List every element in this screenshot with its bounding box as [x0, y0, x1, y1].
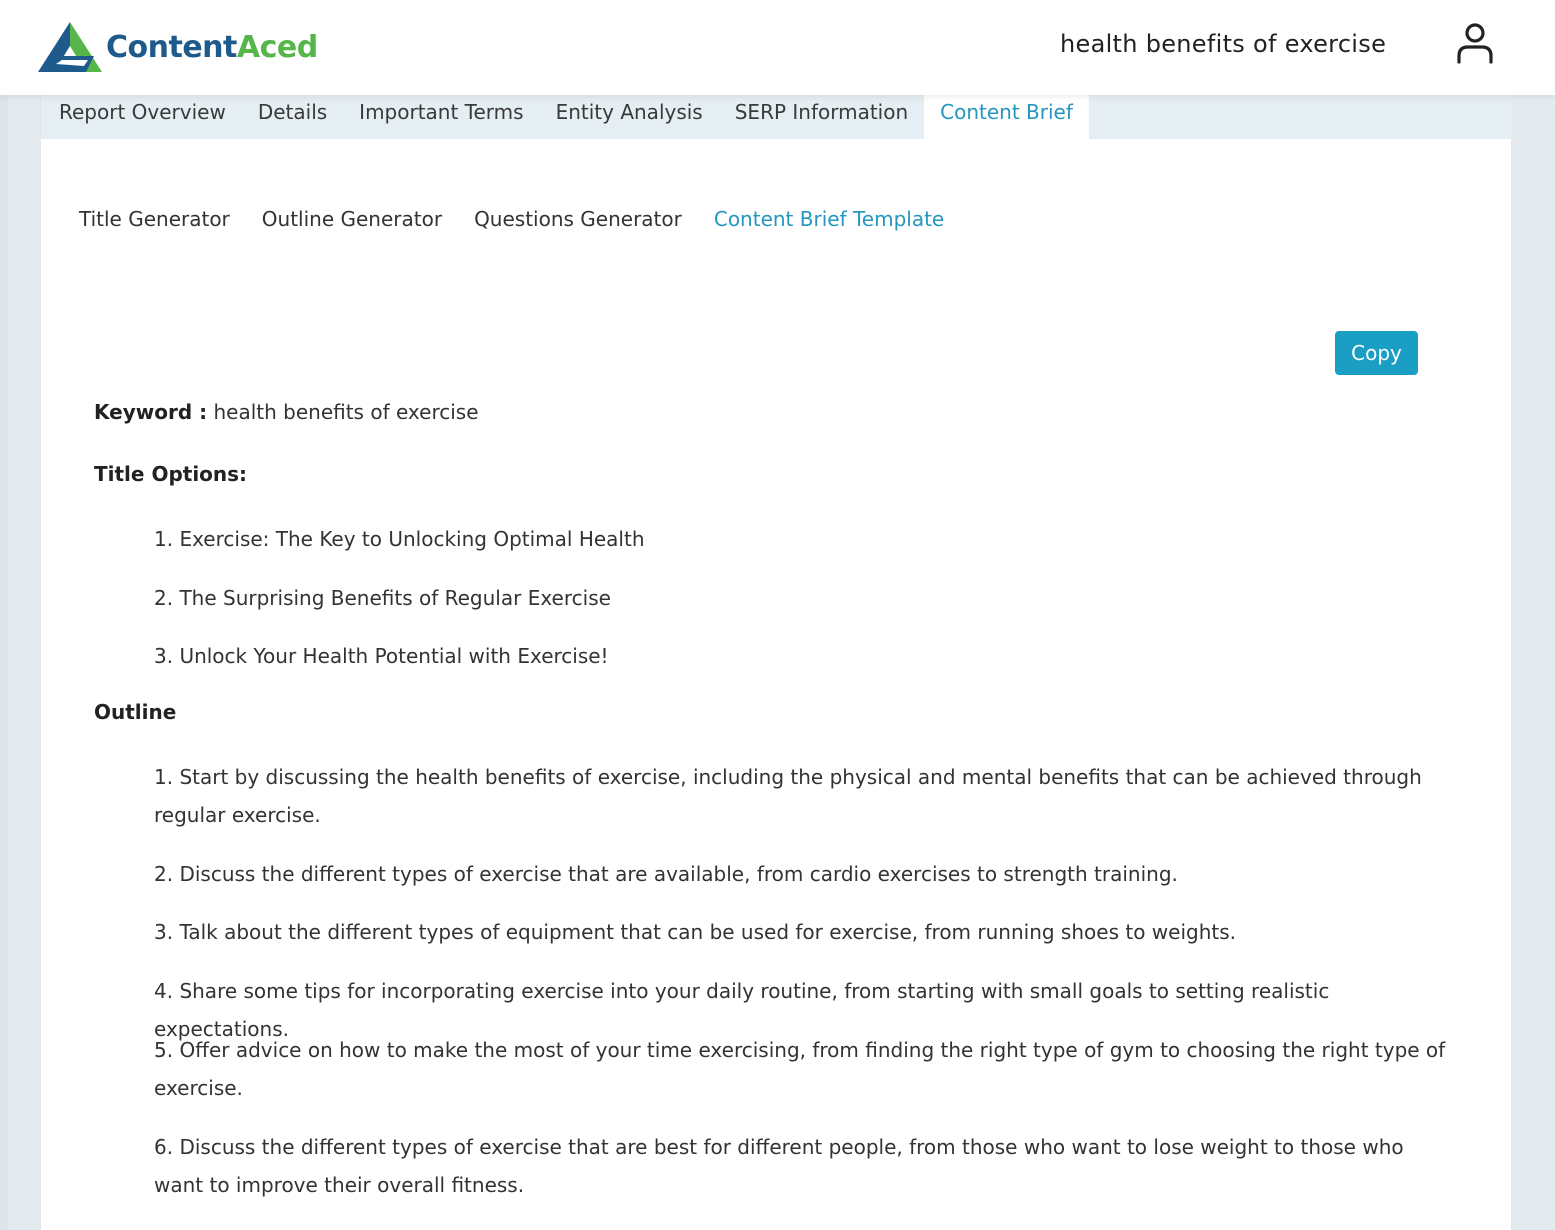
logo-mark-icon	[38, 20, 102, 74]
outline-item: 2. Discuss the different types of exercise that are available, from cardio exercises to strength training.	[154, 862, 1178, 886]
title-options-heading: Title Options:	[94, 462, 248, 486]
outline-item: 6. Discuss the different types of exercise that are best for different people, from those who want to lose weight to those who want to improve their overall fitness.	[154, 1135, 1404, 1197]
content-brief-subtabs	[79, 207, 944, 231]
outline-item: 3. Talk about the different types of equipment that can be used for exercise, from running shoes to weights.	[154, 920, 1236, 944]
contentaced-logo[interactable]	[38, 20, 318, 74]
main-tabs	[41, 95, 1513, 139]
tab-details[interactable]: Details	[257, 100, 328, 124]
tab-important-terms[interactable]: Important Terms	[359, 100, 524, 124]
tab-content-brief[interactable]: Content Brief	[924, 95, 1089, 139]
logo-wordmark: ContentAced	[106, 29, 318, 65]
outline-item: 4. Share some tips for incorporating exercise into your daily routine, from starting with small goals to setting realistic expectations.	[154, 979, 1330, 1041]
tab-report-overview[interactable]: Report Overview	[59, 100, 226, 124]
keyword-line	[94, 400, 479, 424]
keyword-label: Keyword :	[94, 400, 208, 424]
report-panel	[40, 95, 1512, 1230]
keyword-value: health benefits of exercise	[213, 400, 479, 424]
top-bar	[0, 0, 1555, 95]
title-option-item: 3. Unlock Your Health Potential with Exercise!	[154, 644, 609, 668]
copy-button[interactable]: Copy	[1335, 331, 1418, 375]
subtab-title-generator[interactable]: Title Generator	[79, 207, 230, 231]
outline-item: 5. Offer advice on how to make the most of your time exercising, from finding the right type of gym to choosing the right type of exercise.	[154, 1038, 1446, 1100]
current-keyword: health benefits of exercise	[1060, 30, 1387, 58]
outline-item: 1. Start by discussing the health benefits of exercise, including the physical and mental benefits that can be achieved through regular exercise.	[154, 765, 1422, 827]
subtab-outline-generator[interactable]: Outline Generator	[261, 207, 443, 231]
user-icon[interactable]	[1455, 22, 1495, 68]
left-edge	[0, 95, 8, 1230]
tab-entity-analysis[interactable]: Entity Analysis	[555, 100, 703, 124]
title-option-item: 1. Exercise: The Key to Unlocking Optimal Health	[154, 527, 645, 551]
subtab-content-brief-template[interactable]: Content Brief Template	[713, 207, 945, 231]
subtab-questions-generator[interactable]: Questions Generator	[474, 207, 682, 231]
outline-heading: Outline	[94, 700, 177, 724]
tab-serp-information[interactable]: SERP Information	[734, 100, 909, 124]
title-option-item: 2. The Surprising Benefits of Regular Exercise	[154, 586, 611, 610]
